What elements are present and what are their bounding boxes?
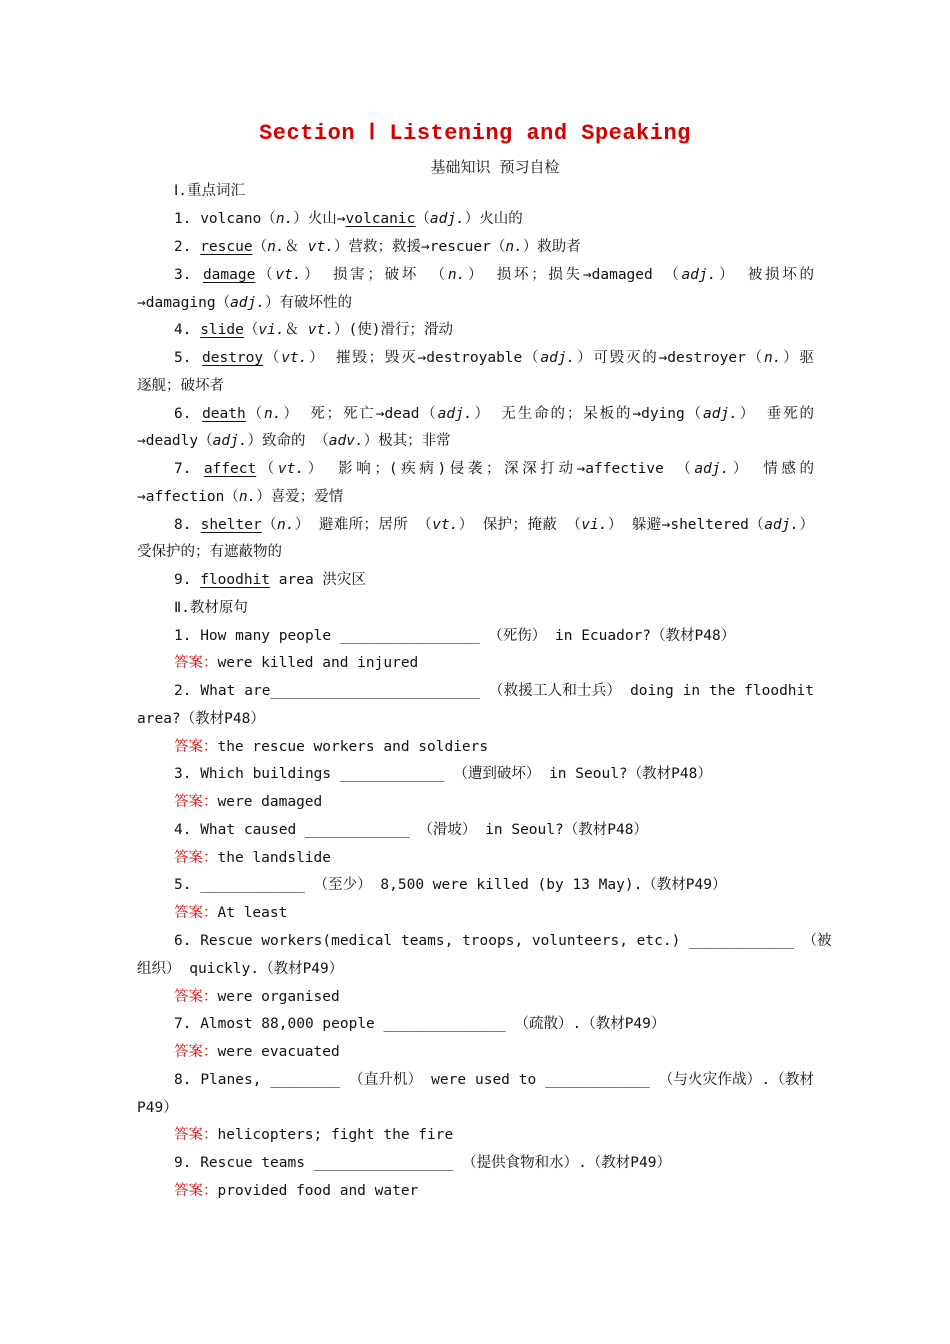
answer-8: 答案：helicopters; fight the fire [174, 1127, 454, 1143]
vocab-item-4: 4. slide（vi.＆ vt.）(使)滑行；滑动 [174, 322, 453, 338]
vocab-item-2: 2. rescue（n.＆ vt.）营救；救援→rescuer（n.）救助者 [174, 239, 581, 255]
sentence-5: 5. ____________ （至少） 8,500 were killed (by 13 May).（教材P49） [174, 877, 727, 893]
sentence-6-cont: 组织） quickly.（教材P49） [137, 961, 344, 977]
vocab-item-7-cont: →affection（n.）喜爱；爱情 [137, 489, 344, 505]
answer-label: 答案： [174, 905, 218, 921]
answer-label: 答案： [174, 794, 218, 810]
vocab-item-9: 9. floodhit area 洪灾区 [174, 572, 366, 588]
sentences-heading: Ⅱ.教材原句 [174, 600, 248, 616]
answer-1: 答案：were killed and injured [174, 655, 419, 671]
vocab-item-6-cont: →deadly（adj.）致命的 （adv.）极其；非常 [137, 433, 451, 449]
vocab-item-5: 5. destroy（vt.） 摧毁；毁灭→destroyable（adj.）可毁灭的→destroyer（n.）驱 [174, 350, 815, 366]
answer-5: 答案：At least [174, 905, 288, 921]
sentence-8-cont: P49） [137, 1100, 178, 1116]
answer-label: 答案： [174, 989, 218, 1005]
vocab-heading: Ⅰ.重点词汇 [174, 183, 246, 199]
sentence-1: 1. How many people ________________ （死伤） in Ecuador?（教材P48） [174, 628, 736, 644]
answer-label: 答案： [174, 1044, 218, 1060]
vocab-item-1: 1. volcano（n.）火山→volcanic（adj.）火山的 [174, 211, 523, 227]
sentence-3: 3. Which buildings ____________ （遭到破坏） in Seoul?（教材P48） [174, 766, 712, 782]
vocab-item-6: 6. death（n.） 死；死亡→dead（adj.） 无生命的；呆板的→dying（adj.） 垂死的 [174, 406, 815, 422]
vocab-answer: destroy [202, 350, 264, 366]
vocab-answer: rescue [200, 239, 253, 255]
answer-2: 答案：the rescue workers and soldiers [174, 739, 489, 755]
vocab-item-3-cont: →damaging（adj.）有破坏性的 [137, 295, 352, 311]
answer-3: 答案：were damaged [174, 794, 323, 810]
vocab-answer: shelter [200, 517, 262, 533]
sentence-9: 9. Rescue teams ________________ （提供食物和水）.（教材P49） [174, 1155, 671, 1171]
vocab-item-8-cont: 受保护的；有遮蔽物的 [137, 544, 282, 560]
sentence-2: 2. What are________________________ （救援工人和士兵） doing in the floodhit [174, 683, 814, 699]
vocab-answer: death [202, 406, 246, 422]
answer-label: 答案： [174, 850, 218, 866]
answer-7: 答案：were evacuated [174, 1044, 340, 1060]
answer-6: 答案：were organised [174, 989, 340, 1005]
answer-label: 答案： [174, 739, 218, 755]
answer-label: 答案： [174, 655, 218, 671]
vocab-answer: affect [203, 461, 257, 477]
vocab-answer: floodhit [200, 572, 271, 588]
vocab-answer: damage [202, 267, 256, 283]
answer-label: 答案： [174, 1127, 218, 1143]
vocab-answer: volcanic [345, 211, 416, 227]
vocab-item-5-cont: 逐舰；破坏者 [137, 378, 224, 394]
sentence-2-cont: area?（教材P48） [137, 711, 265, 727]
vocab-item-8: 8. shelter（n.） 避难所；居所 （vt.） 保护；掩蔽 （vi.） 躲避→sheltered（adj.） [174, 517, 814, 533]
vocab-item-3: 3. damage（vt.） 损害；破坏 （n.） 损坏；损失→damaged （adj.） 被损坏的 [174, 267, 815, 283]
sentence-7: 7. Almost 88,000 people ______________ （疏散）.（教材P49） [174, 1016, 666, 1032]
sentence-8: 8. Planes, ________ （直升机） were used to ____________ （与火灾作战）.（教材 [174, 1072, 814, 1088]
vocab-answer: slide [200, 322, 244, 338]
sentence-4: 4. What caused ____________ （滑坡） in Seoul?（教材P48） [174, 822, 648, 838]
answer-label: 答案： [174, 1183, 218, 1199]
answer-9: 答案：provided food and water [174, 1183, 419, 1199]
page-title: Section Ⅰ Listening and Speaking [259, 121, 691, 146]
answer-4: 答案：the landslide [174, 850, 331, 866]
page-subtitle: 基础知识 预习自检 [430, 158, 560, 176]
sentence-6: 6. Rescue workers(medical teams, troops, volunteers, etc.) ____________ （被 [174, 933, 832, 949]
vocab-item-7: 7. affect（vt.） 影响；(疾病)侵袭；深深打动→affective （adj.） 情感的 [174, 461, 815, 477]
